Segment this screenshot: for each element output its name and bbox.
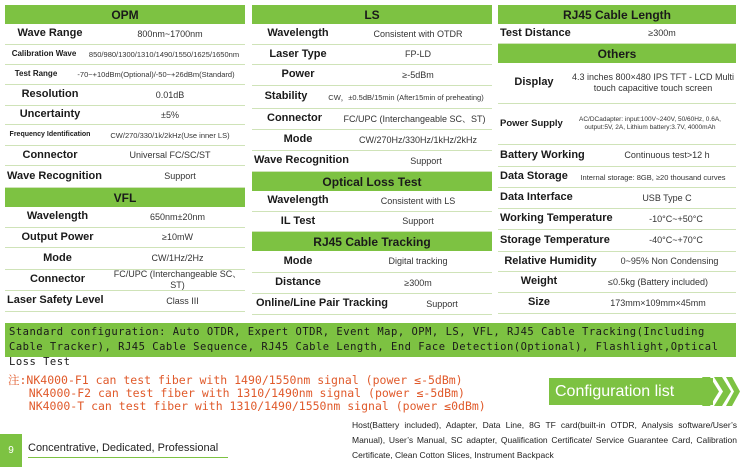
spec-value: ≥10mW (162, 232, 193, 243)
spec-row (5, 248, 245, 270)
note-line: NK4000-F2 can test fiber with 1310/1490nm signal (power ≤-5dBm) (8, 386, 465, 400)
spec-label: Wavelength (267, 27, 329, 40)
spec-row (5, 291, 245, 312)
spec-row (252, 109, 492, 130)
section-header-rj45-cable-length: RJ45 Cable Length (498, 5, 736, 24)
spec-row (252, 191, 492, 212)
spec-label: Laser Type (269, 47, 327, 60)
spec-label: Wave Recognition (254, 154, 349, 167)
page-number: 9 (0, 434, 22, 467)
spec-row (498, 272, 736, 293)
spec-row (5, 45, 245, 65)
spec-value: CW/270Hz/330Hz/1kHz/2kHz (358, 134, 478, 145)
spec-label: Mode (283, 133, 313, 146)
spec-value: Internal storage: 8GB, ≥20 thousand curves (580, 172, 726, 182)
spec-value: 4.3 inches 800×480 IPS TFT - LCD Multi touch capacitive touch screen (572, 72, 734, 93)
spec-label: Wavelength (26, 210, 89, 223)
configuration-list-text: Host(Battery included), Adapter, Data Line, 8G TF card(built-in OTDR, Analysis software/User’s Manual), User’s Manual, SC adapter, Qualification Certificate/ Service Guarantee Card, Calibration Certificate, Clean Cotton Slices, Instrument Backpack (352, 420, 737, 460)
spec-label: Distance (275, 276, 321, 289)
spec-value: 0~95% Non Condensing (620, 256, 719, 267)
spec-value: CW，±0.5dB/15min (After15min of preheating) (328, 92, 484, 102)
spec-label: Data Storage (500, 170, 568, 183)
spec-row (5, 65, 245, 85)
spec-row (252, 251, 492, 273)
spec-label: Data Interface (500, 191, 573, 204)
spec-row (252, 273, 492, 294)
spec-value: ≥-5dBm (402, 69, 434, 80)
spec-value: Consistent with OTDR (373, 28, 463, 39)
spec-value: 850/980/1300/1310/1490/1550/1625/1650nm (88, 50, 240, 59)
spec-label: Resolution (21, 88, 79, 101)
spec-label: Frequency Identification (9, 131, 91, 139)
spec-value: 800nm~1700nm (137, 28, 203, 39)
spec-value: Consistent with LS (380, 195, 456, 206)
spec-value: CW/1Hz/2Hz (151, 253, 204, 264)
spec-row (5, 228, 245, 248)
spec-value: Digital tracking (388, 256, 448, 267)
spec-label: Online/Line Pair Tracking (255, 297, 389, 310)
spec-row (498, 209, 736, 230)
spec-row (5, 106, 245, 125)
spec-label: Mode (283, 254, 313, 267)
section-header-ls: LS (252, 5, 492, 24)
spec-label: Working Temperature (500, 212, 613, 225)
section-header-others: Others (498, 44, 736, 63)
spec-label: Battery Working (500, 148, 585, 161)
chevron-right-icon (700, 375, 740, 408)
standard-configuration-bar: Standard configuration: Auto OTDR, Expert OTDR, Event Map, OPM, LS, VFL, RJ45 Cable Tracking(Including Cable Tracker), RJ45 Cable Sequence, RJ45 Cable Length, End Face Detection(Optional), Flashlight,Optical Loss Test (5, 323, 736, 357)
spec-value: 650nm±20nm (150, 211, 205, 222)
spec-label: Mode (43, 251, 72, 264)
spec-label: IL Test (280, 214, 316, 227)
footer-slogan: Concentrative, Dedicated, Professional (28, 442, 228, 458)
spec-label: Uncertainty (19, 108, 81, 121)
spec-value: ≥300m (404, 277, 432, 288)
section-header-optical-loss-test: Optical Loss Test (252, 172, 492, 191)
spec-label: Weight (520, 275, 558, 288)
column-rj45-length-others (498, 5, 736, 314)
spec-label: Wavelength (267, 194, 329, 207)
spec-value: -70~+10dBm(Optional)/-50~+26dBm(Standard) (77, 70, 235, 79)
spec-row (498, 104, 736, 145)
spec-row (498, 230, 736, 252)
spec-value: -10°C~+50°C (649, 213, 703, 224)
spec-row (498, 63, 736, 104)
spec-row (252, 45, 492, 65)
spec-value: ≤0.5kg (Battery included) (608, 276, 708, 287)
spec-row (252, 130, 492, 151)
spec-value: FC/UPC (Interchangeable SC、ST) (343, 113, 486, 124)
spec-value: Universal FC/SC/ST (129, 150, 211, 161)
spec-value: AC/DCadapter: input:100V~240V, 50/60Hz, 0.6A, output:5V, 2A, Lithium battery:3.7V, 4000mAh (579, 116, 721, 131)
spec-value: USB Type C (642, 192, 692, 203)
spec-value: -40°C~+70°C (649, 235, 703, 246)
spec-label: Power (281, 68, 315, 81)
spec-value: Continuous test>12 h (624, 150, 710, 161)
spec-row (5, 207, 245, 228)
spec-label: Display (514, 76, 554, 89)
spec-row (5, 85, 245, 106)
spec-value: 0.01dB (155, 89, 185, 100)
spec-row (5, 166, 245, 188)
spec-label: Storage Temperature (500, 233, 610, 246)
spec-row (252, 294, 492, 315)
spec-row (5, 125, 245, 146)
spec-label: Power Supply (500, 118, 563, 130)
spec-row (498, 24, 736, 44)
spec-row (5, 270, 245, 291)
spec-row (252, 212, 492, 232)
spec-value: CW/270/330/1k/2kHz(Use inner LS) (110, 130, 230, 140)
spec-value: FC/UPC (Interchangeable SC、ST) (113, 269, 242, 290)
configuration-list-banner: Configuration list (549, 378, 713, 405)
spec-row (498, 188, 736, 209)
spec-label: Relative Humidity (504, 254, 597, 267)
spec-label: Connector (30, 273, 85, 286)
spec-value: ±5% (161, 109, 179, 120)
spec-row (252, 151, 492, 172)
section-header-opm: OPM (5, 5, 245, 24)
spec-value: FP-LD (404, 49, 431, 60)
note-line: NK4000-T can test fiber with 1310/1490/1550nm signal (power ≤0dBm) (8, 399, 486, 413)
spec-row (5, 146, 245, 166)
spec-row (498, 252, 736, 272)
spec-label: Test Distance (500, 26, 571, 39)
spec-row (498, 167, 736, 188)
model-notes (8, 374, 528, 413)
section-header-vfl: VFL (5, 188, 245, 207)
spec-row (252, 24, 492, 45)
spec-label: Calibration Wave (11, 49, 77, 59)
spec-row (5, 24, 245, 45)
spec-value: ≥300m (648, 28, 676, 39)
spec-value: Support (410, 155, 442, 166)
spec-value: 173mm×109mm×45mm (610, 297, 706, 308)
spec-value: Support (426, 298, 458, 309)
spec-value: Support (164, 171, 196, 182)
spec-label: Stability (264, 90, 308, 103)
spec-value: Class III (166, 295, 199, 306)
spec-label: Laser Safety Level (7, 294, 104, 307)
section-header-rj45-cable-tracking: RJ45 Cable Tracking (252, 232, 492, 251)
column-opm-vfl (5, 5, 245, 312)
spec-label: Test Range (14, 69, 58, 79)
spec-label: Connector (22, 148, 78, 161)
column-ls-olt-tracking (252, 5, 492, 315)
spec-label: Wave Range (17, 27, 83, 40)
spec-label: Wave Recognition (7, 169, 102, 182)
spec-value: Support (402, 216, 434, 227)
spec-row (252, 86, 492, 109)
note-line: 注:NK4000-F1 can test fiber with 1490/1550nm signal (power ≤-5dBm) (8, 373, 463, 387)
spec-label: Output Power (21, 230, 94, 243)
spec-row (252, 65, 492, 86)
spec-row (498, 145, 736, 167)
spec-label: Size (527, 296, 550, 309)
spec-label: Connector (267, 112, 322, 125)
spec-row (498, 293, 736, 314)
